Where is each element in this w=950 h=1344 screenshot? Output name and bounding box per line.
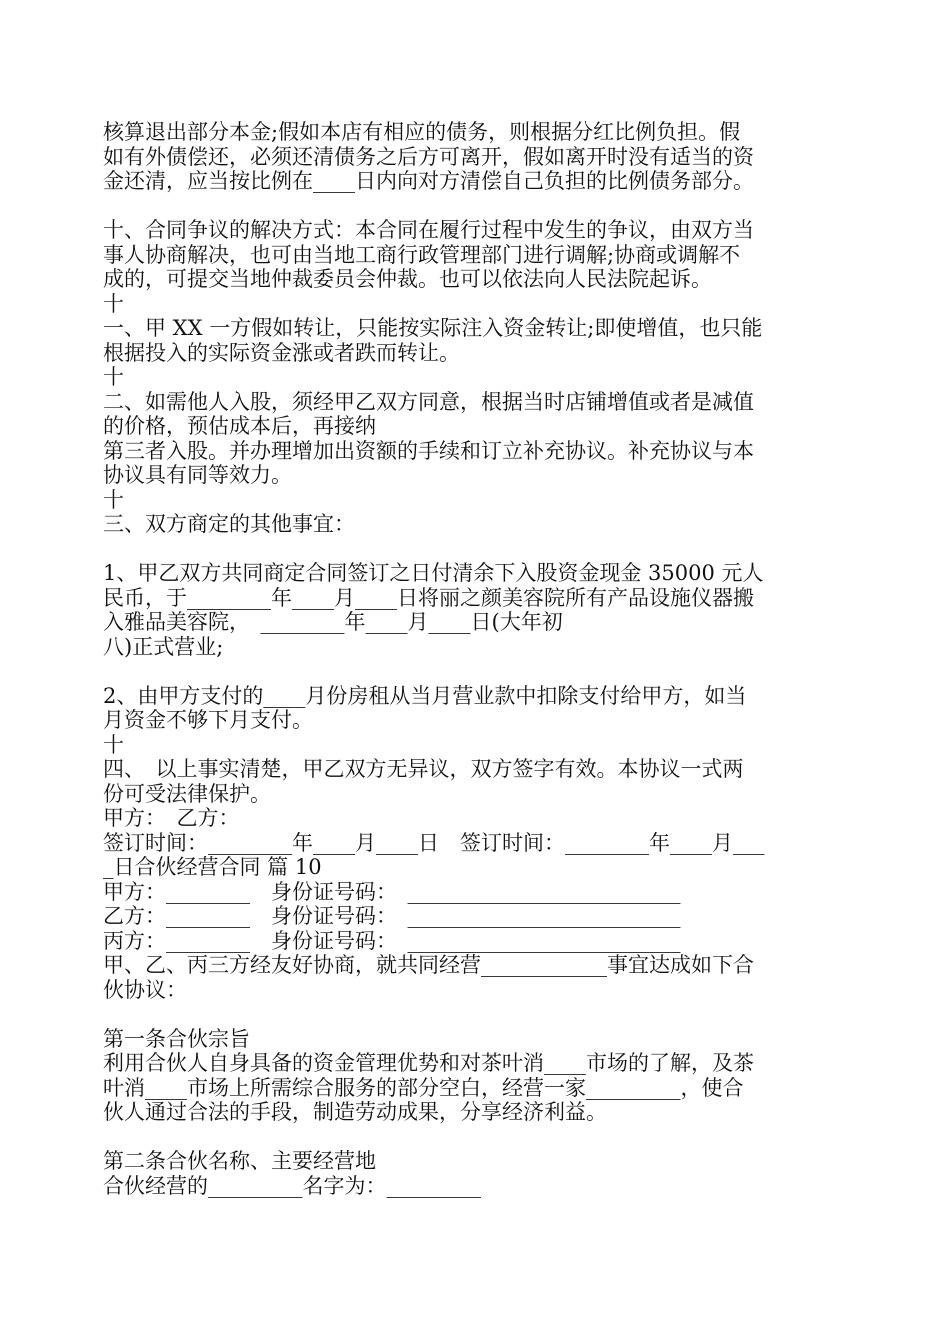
text-line: 利用合伙人自身具备的资金管理优势和对茶叶消____市场的了解，及茶 bbox=[103, 1051, 754, 1075]
text-line: 十 bbox=[103, 487, 124, 512]
text-line: 十、合同争议的解决方式：本合同在履行过程中发生的争议，由双方当 bbox=[103, 218, 754, 242]
text-line: 核算退出部分本金;假如本店有相应的债务，则根据分红比例负担。假 bbox=[103, 120, 741, 144]
text-line: 签订时间：________年____月____日 签订时间：________年____月___ bbox=[103, 830, 765, 855]
document-body bbox=[103, 120, 863, 1198]
text-line: 份可受法律保护。 bbox=[103, 781, 271, 806]
text-line: 伙人通过合法的手段，制造劳动成果，分享经济利益。 bbox=[103, 1100, 607, 1124]
text-line: 伙协议： bbox=[103, 977, 187, 1002]
text-line: 十 bbox=[103, 291, 124, 316]
text-line: 十 bbox=[103, 732, 124, 757]
text-line: 甲方： 乙方： bbox=[103, 806, 240, 830]
paragraph-gap bbox=[103, 1002, 863, 1027]
text-line: 根据投入的实际资金涨或者跌而转让。 bbox=[103, 340, 460, 365]
text-line: 第一条合伙宗旨 bbox=[103, 1026, 250, 1051]
text-line: 金还清，应当按比例在____日内向对方清偿自己负担的比例债务部分。 bbox=[103, 169, 754, 193]
text-line: 甲方：________ 身份证号码： __________________________ bbox=[103, 879, 681, 904]
text-line: 甲、乙、丙三方经友好协商，就共同经营____________事宜达成如下合 bbox=[103, 953, 754, 977]
text-line: _日合伙经营合同 篇 10 bbox=[103, 855, 322, 879]
text-line: 合伙经营的_________名字为：_________ bbox=[103, 1173, 481, 1198]
text-line: 的价格，预估成本后，再接纳 bbox=[103, 414, 376, 438]
paragraph-gap bbox=[103, 659, 863, 684]
text-line: 月资金不够下月支付。 bbox=[103, 708, 313, 732]
text-line: 协议具有同等效力。 bbox=[103, 463, 292, 487]
text-line: 一、甲 XX 一方假如转让，只能按实际注入资金转让;即使增值，也只能 bbox=[103, 316, 763, 340]
paragraph-gap bbox=[103, 537, 863, 562]
text-line: 丙方：________ 身份证号码： __________________________ bbox=[103, 928, 681, 953]
text-line: 第二条合伙名称、主要经营地 bbox=[103, 1149, 376, 1173]
text-line: 叶消____市场上所需综合服务的部分空白，经营一家_________，使合 bbox=[103, 1075, 744, 1100]
text-line: 四、 以上事实清楚，甲乙双方无异议，双方签字有效。本协议一式两 bbox=[103, 757, 744, 781]
paragraph-gap bbox=[103, 194, 863, 219]
text-line: 二、如需他人入股，须经甲乙双方同意，根据当时店铺增值或者是减值 bbox=[103, 389, 754, 414]
text-line: 成的，可提交当地仲裁委员会仲裁。也可以依法向人民法院起诉。 bbox=[103, 267, 712, 291]
text-line: 第三者入股。并办理增加出资额的手续和订立补充协议。补充协议与本 bbox=[103, 438, 754, 463]
text-line: 1、甲乙双方共同商定合同签订之日付清余下入股资金现金 35000 元人 bbox=[103, 561, 764, 585]
text-line: 如有外债偿还，必须还清债务之后方可离开，假如离开时没有适当的资 bbox=[103, 144, 754, 169]
text-line: 民币，于________年____月____日将丽之颜美容院所有产品设施仪器搬 bbox=[103, 585, 754, 610]
text-line: 入雅品美容院， ________年____月____日(大年初 bbox=[103, 610, 563, 634]
text-line: 乙方：________ 身份证号码： __________________________ bbox=[103, 904, 681, 928]
text-line: 八)正式营业; bbox=[103, 634, 224, 659]
paragraph-gap bbox=[103, 1125, 863, 1150]
text-line: 事人协商解决，也可由当地工商行政管理部门进行调解;协商或调解不 bbox=[103, 242, 741, 267]
text-line: 十 bbox=[103, 365, 124, 389]
text-line: 2、由甲方支付的____月份房租从当月营业款中扣除支付给甲方，如当 bbox=[103, 683, 747, 708]
text-line: 三、双方商定的其他事宜： bbox=[103, 512, 355, 536]
